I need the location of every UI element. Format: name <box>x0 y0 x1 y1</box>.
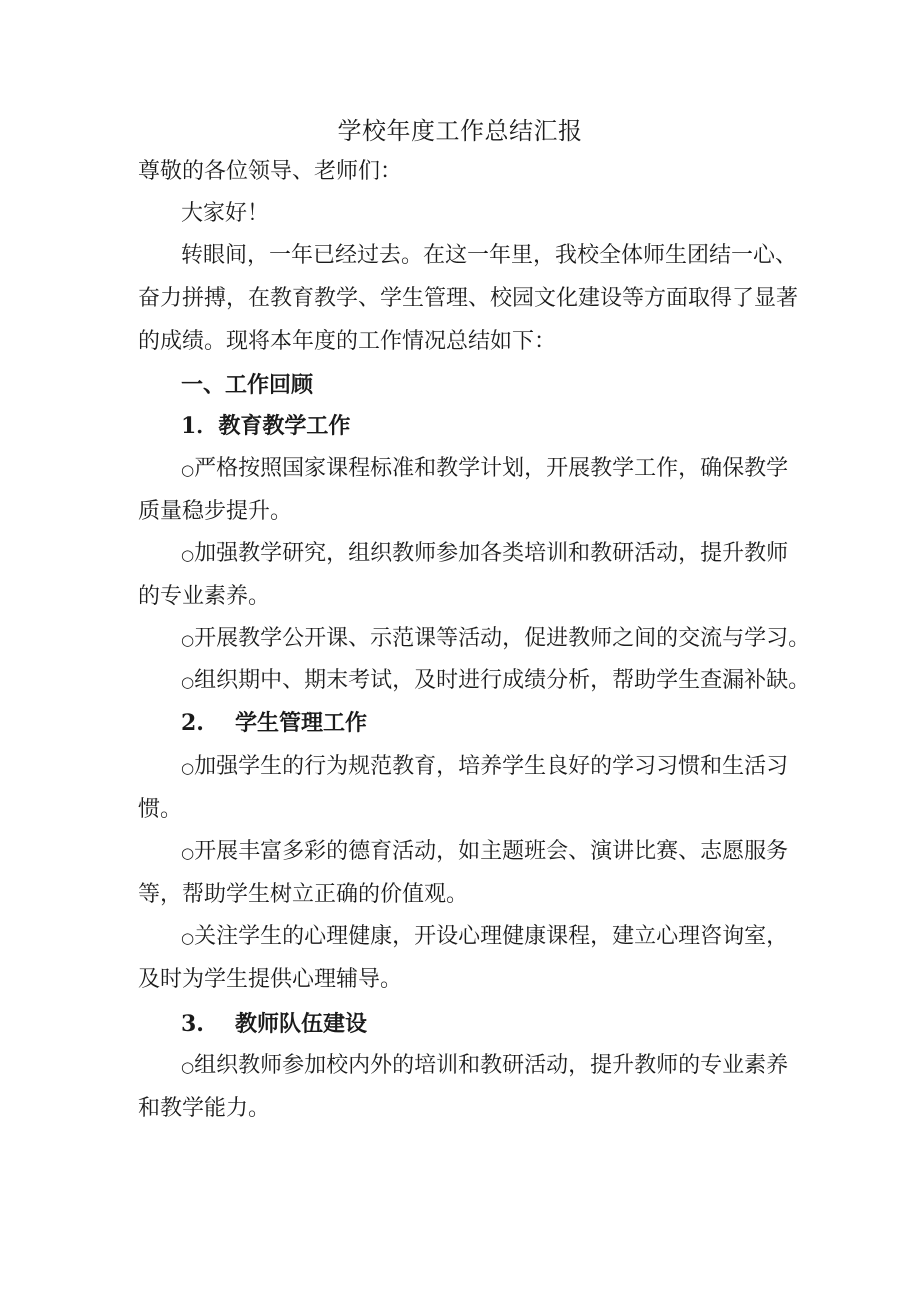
bullet-circle-icon: ○ <box>181 631 195 649</box>
subsection-number: 2. <box>181 710 204 736</box>
bullet-circle-icon: ○ <box>181 673 195 691</box>
bullet-item <box>181 1050 788 1083</box>
bullet-item <box>181 751 788 784</box>
subsection-heading-student <box>181 707 367 739</box>
subsection-number: 3. <box>181 1011 204 1037</box>
bullet-text: 组织期中、期末考试，及时进行成绩分析，帮助学生查漏补缺。 <box>194 668 811 693</box>
subsection-heading-teachers <box>181 1008 367 1040</box>
bullet-circle-icon: ○ <box>181 844 195 862</box>
bullet-continuation: 的专业素养。 <box>138 584 271 609</box>
hello-line: 大家好！ <box>181 201 270 226</box>
subsection-title: 学生管理工作 <box>235 710 368 736</box>
bullet-item <box>181 836 788 869</box>
bullet-item <box>181 921 788 954</box>
intro-line-2: 奋力拼搏，在教育教学、学生管理、校园文化建设等方面取得了显著 <box>138 286 799 311</box>
bullet-item <box>181 453 788 486</box>
bullet-text: 开展丰富多彩的德育活动，如主题班会、演讲比赛、志愿服务 <box>194 839 789 864</box>
subsection-number: 1． <box>181 413 219 439</box>
bullet-item <box>181 665 810 698</box>
bullet-continuation: 质量稳步提升。 <box>138 499 293 524</box>
subsection-heading-teaching <box>181 410 350 442</box>
bullet-circle-icon: ○ <box>181 546 195 564</box>
bullet-text: 关注学生的心理健康，开设心理健康课程，建立心理咨询室， <box>194 924 789 949</box>
intro-line-1: 转眼间，一年已经过去。在这一年里，我校全体师生团结一心、 <box>181 243 798 268</box>
document-title: 学校年度工作总结汇报 <box>337 117 583 145</box>
bullet-text: 组织教师参加校内外的培训和教研活动，提升教师的专业素养 <box>194 1053 789 1078</box>
bullet-continuation: 和教学能力。 <box>138 1096 271 1121</box>
subsection-title: 教师队伍建设 <box>235 1011 368 1037</box>
bullet-text: 严格按照国家课程标准和教学计划，开展教学工作，确保教学 <box>194 456 789 481</box>
bullet-text: 开展教学公开课、示范课等活动，促进教师之间的交流与学习。 <box>194 626 811 651</box>
bullet-circle-icon: ○ <box>181 929 195 947</box>
bullet-item <box>181 538 788 571</box>
intro-line-3: 的成绩。现将本年度的工作情况总结如下： <box>138 329 557 354</box>
bullet-circle-icon: ○ <box>181 759 195 777</box>
bullet-text: 加强教学研究，组织教师参加各类培训和教研活动，提升教师 <box>194 541 789 566</box>
bullet-circle-icon: ○ <box>181 1058 195 1076</box>
greeting: 尊敬的各位领导、老师们： <box>138 159 403 184</box>
bullet-circle-icon: ○ <box>181 461 195 479</box>
subsection-title: 教育教学工作 <box>218 413 351 439</box>
bullet-text: 加强学生的行为规范教育，培养学生良好的学习习惯和生活习 <box>194 754 789 779</box>
bullet-continuation: 及时为学生提供心理辅导。 <box>138 967 403 992</box>
bullet-continuation: 等，帮助学生树立正确的价值观。 <box>138 882 469 907</box>
bullet-continuation: 惯。 <box>138 797 183 822</box>
section-heading-review: 一、工作回顾 <box>181 372 314 398</box>
bullet-item <box>181 623 810 656</box>
